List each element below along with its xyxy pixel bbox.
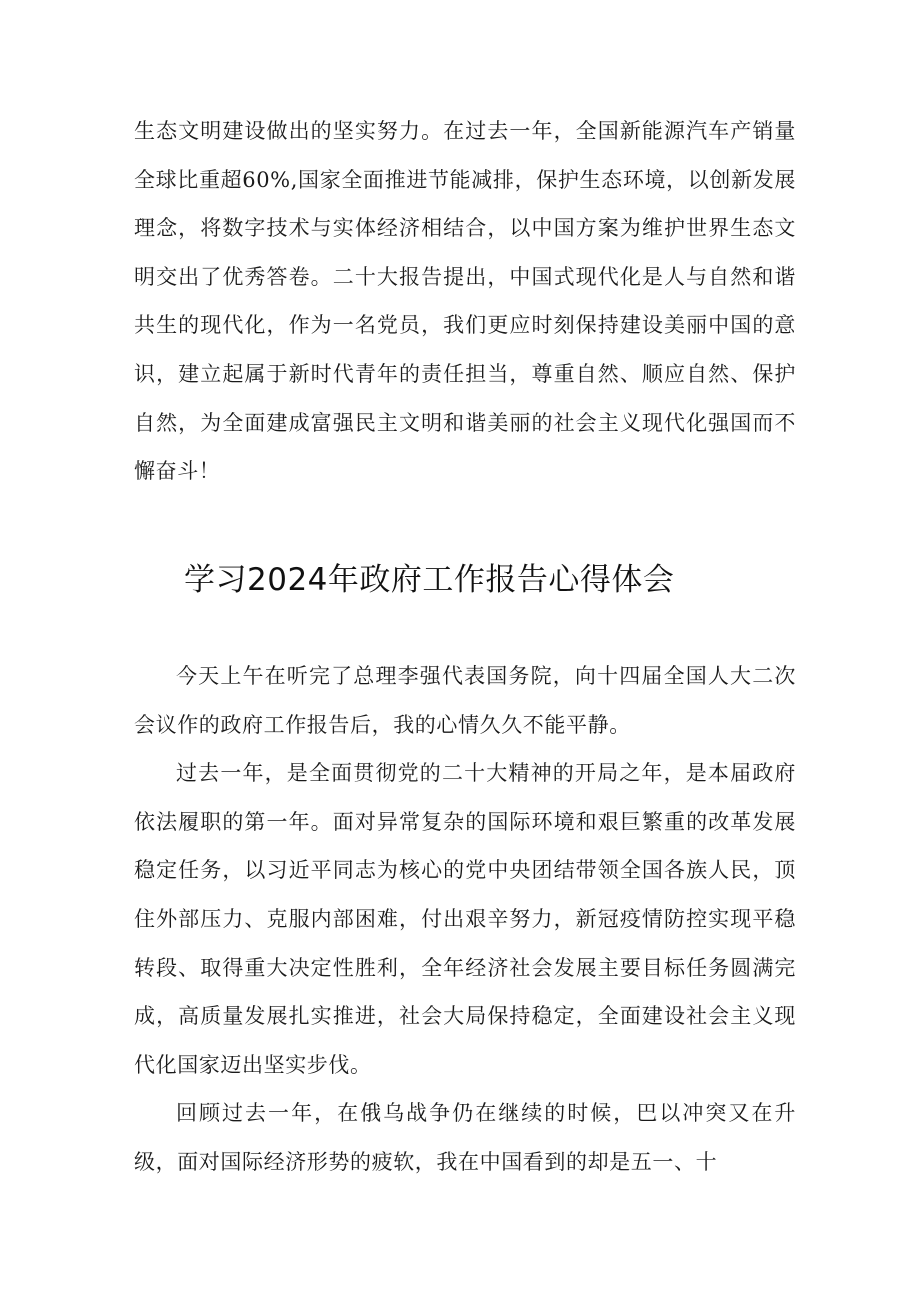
body-paragraph: 回顾过去一年，在俄乌战争仍在继续的时候，巴以冲突又在升级，面对国际经济形势的疲软，我在中国看到的却是五一、十 [134, 1101, 796, 1174]
continuation-text-block [134, 107, 796, 496]
body-text-block [134, 652, 796, 1187]
body-paragraph: 今天上午在听完了总理李强代表国务院，向十四届全国人大二次会议作的政府工作报告后，我的心情久久不能平静。 [134, 664, 796, 737]
body-paragraph: 过去一年，是全面贯彻党的二十大精神的开局之年，是本届政府依法履职的第一年。面对异常复杂的国际环境和艰巨繁重的改革发展稳定任务，以习近平同志为核心的党中央团结带领全国各族人民，顶住外部压力、克服内部困难，付出艰辛努力，新冠疫情防控实现平稳转段、取得重大决定性胜利，全年经济社会发展主要目标任务圆满完成，高质量发展扎实推进，社会大局保持稳定，全面建设社会主义现代化国家迈出坚实步伐。 [134, 761, 796, 1077]
section-heading: 学习2024年政府工作报告心得体会 [184, 562, 675, 598]
continuation-paragraph: 生态文明建设做出的坚实努力。在过去一年，全国新能源汽车产销量全球比重超60%,国家全面推进节能减排，保护生态环境，以创新发展理念，将数字技术与实体经济相结合，以中国方案为维护世界生态文明交出了优秀答卷。二十大报告提出，中国式现代化是人与自然和谐共生的现代化，作为一名党员，我们更应时刻保持建设美丽中国的意识，建立起属于新时代青年的责任担当，尊重自然、顺应自然、保护自然，为全面建成富强民主文明和谐美丽的社会主义现代化强国而不懈奋斗！ [134, 119, 796, 484]
